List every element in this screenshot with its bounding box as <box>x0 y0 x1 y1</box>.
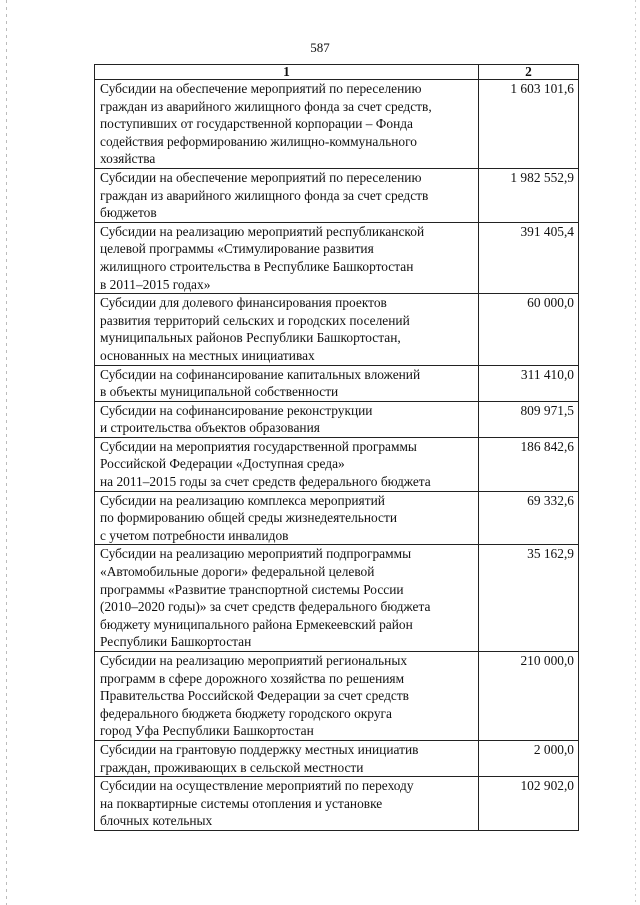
description-line: (2010–2020 годы)» за счет средств федерального бюджета <box>100 599 431 615</box>
row-amount: 186 842,6 <box>479 437 579 491</box>
row-amount: 809 971,5 <box>479 401 579 437</box>
table-row <box>95 222 579 293</box>
row-amount: 1 603 101,6 <box>479 80 579 169</box>
description-line: Субсидии на реализацию мероприятий подпрограммы <box>100 546 412 562</box>
table-row <box>95 168 579 222</box>
description-line: Субсидии на грантовую поддержку местных инициатив <box>100 741 419 757</box>
row-description <box>95 740 479 776</box>
description-line: и строительства объектов образования <box>100 420 320 436</box>
column-header-amount: 2 <box>479 65 579 80</box>
row-description <box>95 545 479 652</box>
row-description <box>95 80 479 169</box>
table-body <box>95 80 579 831</box>
description-line: город Уфа Республики Башкортостан <box>100 723 314 739</box>
description-line: Республики Башкортостан <box>100 634 252 650</box>
description-line: на поквартирные системы отопления и установке <box>100 795 383 811</box>
table-row <box>95 401 579 437</box>
description-line: хозяйства <box>100 151 156 167</box>
row-description <box>95 365 479 401</box>
description-line: Субсидии на софинансирование капитальных вложений <box>100 366 421 382</box>
table-row <box>95 437 579 491</box>
row-amount: 69 332,6 <box>479 491 579 545</box>
table-header-row <box>95 65 579 80</box>
row-description <box>95 294 479 365</box>
description-line: Субсидии на реализацию мероприятий республиканской <box>100 223 425 239</box>
row-amount: 2 000,0 <box>479 740 579 776</box>
scan-edge-right <box>635 0 636 905</box>
row-description <box>95 168 479 222</box>
page-number: 587 <box>310 40 330 55</box>
description-line: Субсидии на реализацию комплекса мероприятий <box>100 492 385 508</box>
description-line: целевой программы «Стимулирование развития <box>100 241 374 257</box>
description-line: программы «Развитие транспортной системы России <box>100 581 404 597</box>
description-line: «Автомобильные дороги» федеральной целевой <box>100 564 375 580</box>
table-row <box>95 652 579 741</box>
description-line: граждан, проживающих в сельской местности <box>100 759 364 775</box>
table-row <box>95 545 579 652</box>
description-line: поступивших от государственной корпорации – Фонда <box>100 116 413 132</box>
description-line: Правительства Российской Федерации за счет средств <box>100 688 410 704</box>
row-description <box>95 222 479 293</box>
description-line: Субсидии для долевого финансирования проектов <box>100 295 387 311</box>
description-line: Субсидии на обеспечение мероприятий по переселению <box>100 81 422 96</box>
description-line: бюджетов <box>100 205 157 221</box>
description-line: Субсидии на софинансирование реконструкции <box>100 402 373 418</box>
description-line: содействия реформированию жилищно-коммунального <box>100 133 417 149</box>
table-row <box>95 365 579 401</box>
column-header-description: 1 <box>95 65 479 80</box>
description-line: на 2011–2015 годы за счет средств федерального бюджета <box>100 474 431 490</box>
scan-edge-left <box>6 0 7 905</box>
subsidies-table <box>94 64 579 831</box>
description-line: Субсидии на мероприятия государственной программы <box>100 438 417 454</box>
row-description <box>95 401 479 437</box>
table-row <box>95 491 579 545</box>
row-amount: 391 405,4 <box>479 222 579 293</box>
description-line: Субсидии на реализацию мероприятий региональных <box>100 653 408 668</box>
table-row <box>95 777 579 831</box>
description-line: муниципальных районов Республики Башкортостан, <box>100 330 401 346</box>
description-line: программ в сфере дорожного хозяйства по решениям <box>100 670 405 686</box>
table-row <box>95 80 579 169</box>
description-line: основанных на местных инициативах <box>100 347 315 363</box>
description-line: Российской Федерации «Доступная среда» <box>100 456 345 472</box>
description-line: по формированию общей среды жизнедеятельности <box>100 510 398 526</box>
row-amount: 1 982 552,9 <box>479 168 579 222</box>
row-description <box>95 491 479 545</box>
table-row <box>95 294 579 365</box>
row-amount: 102 902,0 <box>479 777 579 831</box>
description-line: граждан из аварийного жилищного фонда за счет средств, <box>100 98 432 114</box>
row-amount: 210 000,0 <box>479 652 579 741</box>
table-row <box>95 740 579 776</box>
description-line: жилищного строительства в Республике Башкортостан <box>100 258 414 274</box>
description-line: бюджету муниципального района Ермекеевский район <box>100 616 413 632</box>
description-line: в 2011–2015 годах» <box>100 276 211 292</box>
row-description <box>95 777 479 831</box>
description-line: с учетом потребности инвалидов <box>100 527 289 543</box>
row-amount: 35 162,9 <box>479 545 579 652</box>
description-line: граждан из аварийного жилищного фонда за счет средств <box>100 187 429 203</box>
description-line: Субсидии на обеспечение мероприятий по переселению <box>100 169 422 185</box>
description-line: федерального бюджета бюджету городского округа <box>100 705 392 721</box>
row-description <box>95 652 479 741</box>
row-amount: 60 000,0 <box>479 294 579 365</box>
description-line: в объекты муниципальной собственности <box>100 384 339 400</box>
description-line: Субсидии на осуществление мероприятий по переходу <box>100 778 414 794</box>
description-line: развития территорий сельских и городских поселений <box>100 312 410 328</box>
description-line: блочных котельных <box>100 813 213 829</box>
row-description <box>95 437 479 491</box>
row-amount: 311 410,0 <box>479 365 579 401</box>
